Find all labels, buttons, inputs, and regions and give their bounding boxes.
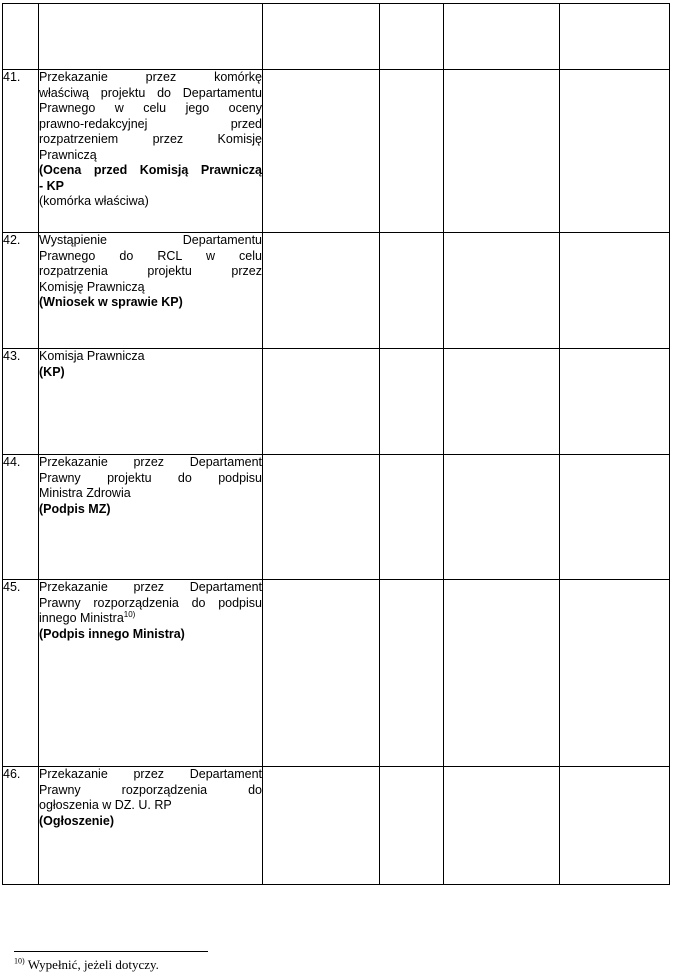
footnote-marker: 10) <box>14 956 25 966</box>
description-bold-line: (Podpis innego Ministra) <box>39 626 185 641</box>
empty-cell <box>560 580 670 767</box>
description-line: Prawnego do RCL w celu <box>39 248 262 263</box>
empty-cell <box>560 455 670 580</box>
table-row-45 <box>3 580 670 767</box>
empty-cell <box>263 767 380 885</box>
table-row-42 <box>3 233 670 349</box>
description-line: prawno-redakcyjnej przed <box>39 116 262 131</box>
empty-cell <box>560 70 670 233</box>
row-description <box>39 455 263 580</box>
empty-cell <box>444 70 560 233</box>
row-description <box>39 580 263 767</box>
description-bold-line: - KP <box>39 178 64 193</box>
footnote-divider <box>14 951 208 952</box>
description-line: Prawny rozporządzenia do <box>39 782 262 797</box>
description-line: Prawnego w celu jego oceny <box>39 101 262 115</box>
description-line: ogłoszenia w DZ. U. RP <box>39 798 172 812</box>
empty-cell <box>3 4 39 70</box>
description-line: Prawny projektu do podpisu <box>39 470 262 485</box>
empty-cell <box>560 349 670 455</box>
row-number: 45. <box>3 580 39 767</box>
footnote <box>14 957 159 973</box>
empty-cell <box>560 4 670 70</box>
description-line: właściwą projektu do Departamentu <box>39 85 262 100</box>
empty-cell <box>380 4 444 70</box>
description-line: Wystąpienie Departamentu <box>39 233 262 247</box>
empty-cell <box>560 767 670 885</box>
procedure-table <box>2 3 670 885</box>
table-row-41 <box>3 70 670 233</box>
description-line: Przekazanie przez komórkę <box>39 70 262 84</box>
table-row-43 <box>3 349 670 455</box>
empty-cell <box>263 4 380 70</box>
empty-cell <box>444 349 560 455</box>
table-row-top <box>3 4 670 70</box>
row-description <box>39 70 263 233</box>
empty-cell <box>380 767 444 885</box>
description-line <box>39 611 262 627</box>
description-line: Przekazanie przez Departament <box>39 455 262 469</box>
description-bold-line: (Wniosek w sprawie KP) <box>39 295 183 309</box>
empty-cell <box>444 767 560 885</box>
empty-cell <box>380 455 444 580</box>
empty-cell <box>380 233 444 349</box>
description-text: innego Ministra <box>39 611 124 625</box>
row-description <box>39 233 263 349</box>
description-line: Komisja Prawnicza <box>39 349 145 363</box>
row-number: 46. <box>3 767 39 885</box>
empty-cell <box>263 580 380 767</box>
empty-cell <box>263 70 380 233</box>
description-bold-line: (Ocena przed Komisją Prawniczą <box>39 163 262 177</box>
row-number: 41. <box>3 70 39 233</box>
description-bold-line: (KP) <box>39 364 65 379</box>
description-line: Przekazanie przez Departament <box>39 767 262 781</box>
description-line: Ministra Zdrowia <box>39 486 131 500</box>
row-number: 42. <box>3 233 39 349</box>
description-bold-line: (Ogłoszenie) <box>39 813 115 828</box>
empty-cell <box>263 349 380 455</box>
empty-cell <box>444 455 560 580</box>
empty-cell <box>380 580 444 767</box>
description-line: rozpatrzenia projektu przez <box>39 264 262 278</box>
row-description <box>39 349 263 455</box>
description-tail: (komórka właściwa) <box>39 194 149 208</box>
empty-cell <box>444 233 560 349</box>
row-number: 44. <box>3 455 39 580</box>
table-row-46 <box>3 767 670 885</box>
empty-cell <box>380 349 444 455</box>
empty-cell <box>560 233 670 349</box>
table-row-44 <box>3 455 670 580</box>
empty-cell <box>444 4 560 70</box>
description-line: Komisję Prawniczą <box>39 279 145 294</box>
empty-cell <box>444 580 560 767</box>
footnote-reference: 10) <box>123 609 136 619</box>
empty-cell <box>39 4 263 70</box>
description-line: Przekazanie przez Departament <box>39 580 262 594</box>
description-bold-line: (Podpis MZ) <box>39 501 111 516</box>
empty-cell <box>263 455 380 580</box>
empty-cell <box>263 233 380 349</box>
footnote-text: Wypełnić, jeżeli dotyczy. <box>27 957 159 972</box>
row-number: 43. <box>3 349 39 455</box>
row-description <box>39 767 263 885</box>
description-line: Prawny rozporządzenia do podpisu <box>39 595 262 610</box>
description-line: rozpatrzeniem przez Komisję <box>39 132 262 146</box>
description-line: Prawniczą <box>39 147 97 162</box>
empty-cell <box>380 70 444 233</box>
